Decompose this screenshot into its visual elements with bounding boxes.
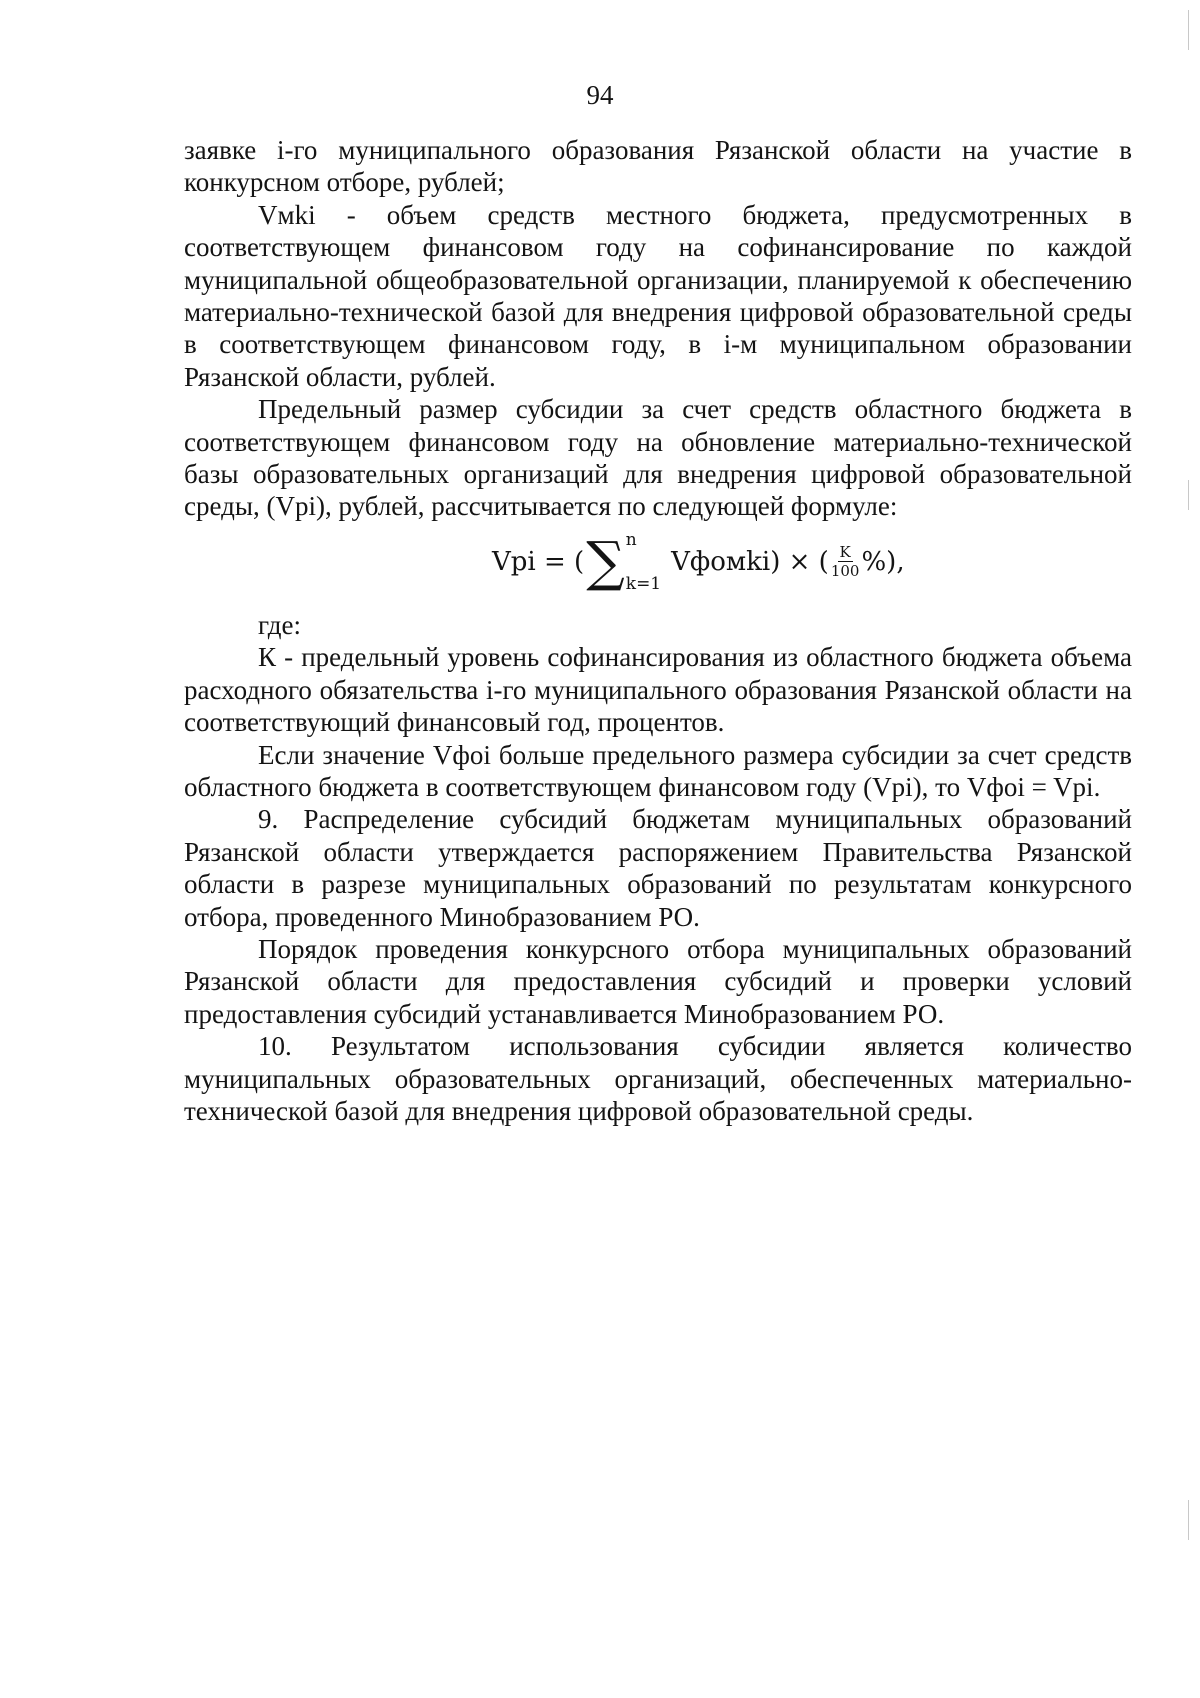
sum-lower-limit: k=1 xyxy=(625,573,662,594)
sum-upper-limit: n xyxy=(625,529,637,550)
paragraph-item-9: 9. Распределение субсидий бюджетам муниципальных образований Рязанской области утверждается распоряжением Правительства Рязанской области в разрезе муниципальных образований по результатам конкурсного отбора, проведенного Минобразованием РО. xyxy=(184,804,1132,932)
paragraph-limit-subsidy: Предельный размер субсидии за счет средств областного бюджета в соответствующем финансовом году на обновление материально-технической базы образовательных организаций для внедрения цифровой образовательной среды, (Vpi), рублей, рассчитывается по следующей формуле: xyxy=(184,394,1132,522)
formula-fraction xyxy=(831,544,860,579)
fraction-denominator: 100 xyxy=(830,562,860,581)
scan-edge-mark xyxy=(1188,480,1189,510)
formula-lhs: Vpi = ( xyxy=(492,546,585,577)
where-label: где: xyxy=(258,609,301,640)
paragraph-vfoi-condition: Если значение Vфоi больше предельного размера субсидии за счет средств областного бюджета в соответствующем финансовом году (Vpi), то Vфоi = Vpi. xyxy=(184,739,1132,802)
formula-term: Vфомki) × ( xyxy=(671,546,829,577)
paragraph-item-10: 10. Результатом использования субсидии является количество муниципальных образовательных организаций, обеспеченных материально-технической базой для внедрения цифровой образовательной среды. xyxy=(184,1031,1132,1126)
paragraph-k-definition: К - предельный уровень софинансирования из областного бюджета объема расходного обязательства i-го муниципального образования Рязанской области на соответствующий финансовый год, процентов. xyxy=(184,642,1132,738)
formula-sum xyxy=(586,531,669,593)
formula-tail: %), xyxy=(861,546,905,577)
page-number: 94 xyxy=(586,80,614,110)
sigma-symbol: ∑ xyxy=(586,529,625,593)
sum-limits xyxy=(626,531,661,593)
scan-edge-mark xyxy=(1188,1500,1189,1540)
formula-expression xyxy=(492,531,905,593)
fraction-numerator: K xyxy=(839,543,851,562)
paragraph-vmki-definition: Vмki - объем средств местного бюджета, предусмотренных в соответствующем финансовом году на софинансирование по каждой муниципальной общеобразовательной организации, планируемой к обеспечению материально-технической базой для внедрения цифровой образовательной среды в соответствующем финансовом году, в i-м муниципальном образовании Рязанской области, рублей. xyxy=(184,199,1132,392)
paragraph-continuation: заявке i-го муниципального образования Рязанской области на участие в конкурсном отборе, рублей; xyxy=(184,135,1132,198)
paragraph-selection-procedure: Порядок проведения конкурсного отбора муниципальных образований Рязанской области для предоставления субсидий и проверки условий предоставления субсидий устанавливается Минобразованием РО. xyxy=(184,933,1132,1029)
formula xyxy=(184,523,1132,609)
document-body xyxy=(184,134,1132,1127)
scan-edge-mark xyxy=(1188,10,1189,50)
